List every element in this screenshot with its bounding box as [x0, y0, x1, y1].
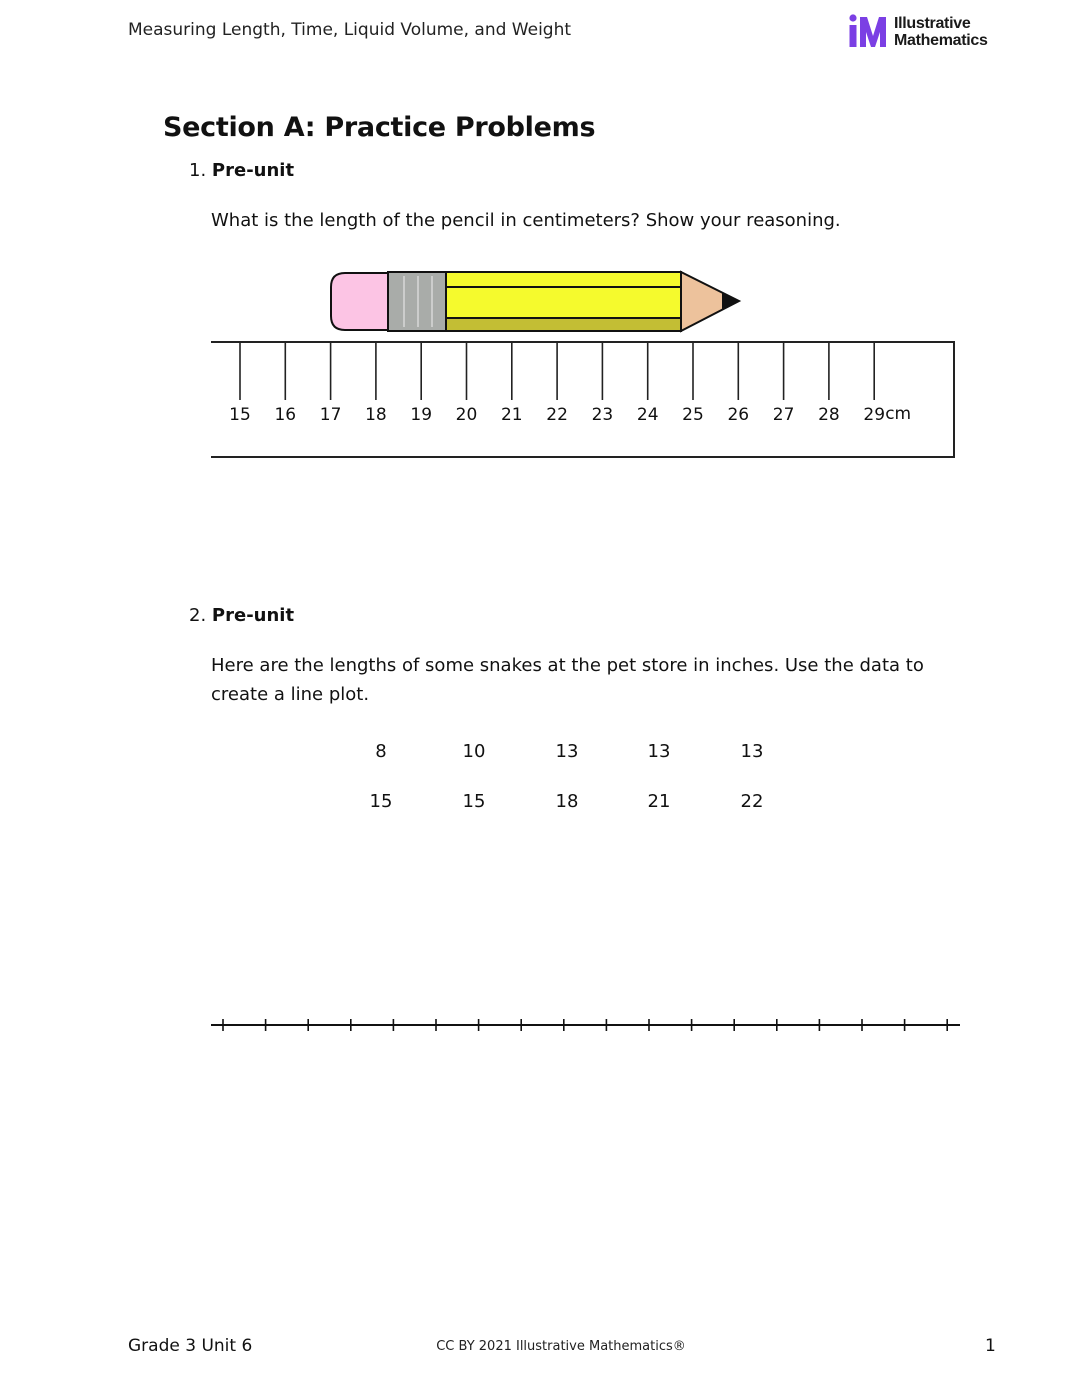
ruler-tick-label: 16: [274, 405, 297, 425]
problem-2-label: Pre-unit: [211, 605, 295, 626]
ruler-tick-label: 26: [727, 405, 750, 425]
problem-2-number: 2.: [189, 605, 207, 626]
pencil-body-shade: [446, 318, 681, 331]
data-cell: 13: [647, 741, 671, 762]
data-cell: 10: [462, 741, 486, 762]
pencil-ferrule: [388, 272, 446, 331]
data-cell: 13: [555, 741, 579, 762]
data-cell: 15: [462, 791, 486, 812]
data-cell: 22: [740, 791, 764, 812]
footer-grade-unit: Grade 3 Unit 6: [128, 1336, 253, 1356]
footer-copyright: CC BY 2021 Illustrative Mathematics®: [436, 1339, 686, 1354]
ruler-tick-label: 21: [500, 405, 523, 425]
pencil-body: [446, 272, 681, 318]
blank-line-plot: [0, 1010, 1072, 1040]
logo-line-1: Illustrative: [894, 15, 971, 32]
pencil-eraser: [331, 273, 388, 330]
ruler-tick-label: 20: [455, 405, 478, 425]
page-number: 1: [985, 1336, 996, 1356]
ruler-tick-label: 15: [229, 405, 251, 425]
pencil-lead: [722, 293, 739, 309]
ruler-tick-label: 25: [682, 405, 704, 425]
problem-1-label: Pre-unit: [211, 160, 295, 181]
data-cell: 21: [647, 791, 671, 812]
data-cell: 18: [555, 791, 579, 812]
problem-2-prompt: Here are the lengths of some snakes at the pet store in inches. Use the data to create a line plot.: [211, 655, 924, 705]
pencil-ruler-figure: [0, 0, 1072, 480]
problem-2-heading: [189, 605, 294, 626]
ruler-tick-label: 27: [772, 405, 795, 425]
ruler-unit-label: cm: [885, 404, 912, 424]
ruler-tick-label: 17: [319, 405, 342, 425]
data-cell: 13: [740, 741, 764, 762]
ruler-tick-label: 24: [636, 405, 659, 425]
ruler-outline: [211, 342, 954, 457]
data-cell: 8: [375, 741, 387, 762]
document-header-title: Measuring Length, Time, Liquid Volume, and Weight: [128, 20, 572, 40]
problem-1-prompt: What is the length of the pencil in centimeters? Show your reasoning.: [211, 210, 841, 231]
ruler-tick-label: 22: [546, 405, 568, 425]
ruler-tick-label: 29: [863, 405, 886, 425]
ruler-ticks: [229, 342, 911, 425]
ruler-tick-label: 18: [365, 405, 387, 425]
ruler-tick-label: 19: [410, 405, 433, 425]
problem-1-number: 1.: [189, 160, 207, 181]
ruler-tick-label: 28: [818, 405, 840, 425]
data-cell: 15: [369, 791, 393, 812]
logo-line-2: Mathematics: [894, 32, 988, 49]
ruler-tick-label: 23: [591, 405, 614, 425]
pencil: [331, 272, 739, 331]
section-title: Section A: Practice Problems: [163, 112, 596, 143]
